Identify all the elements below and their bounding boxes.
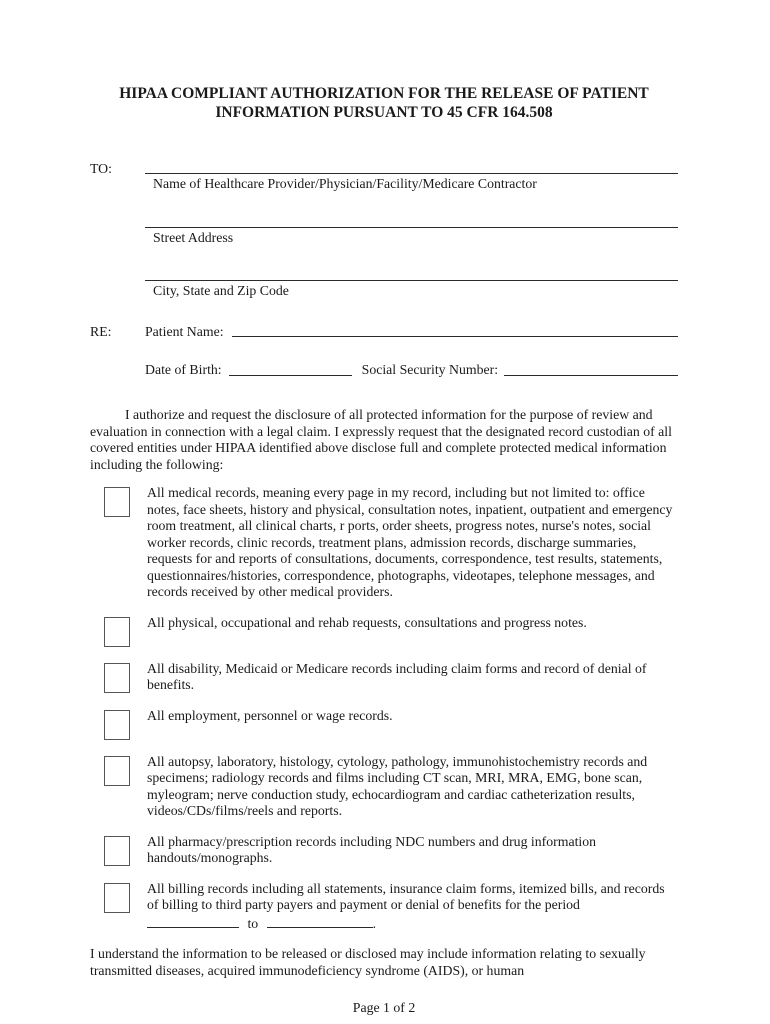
checklist-item-physical-rehab	[90, 615, 678, 647]
street-address-input-line[interactable]	[145, 215, 678, 228]
medical-records-checkbox[interactable]	[104, 487, 130, 517]
city-state-zip-field	[145, 268, 678, 300]
checklist-item-lab-radiology-records	[90, 754, 678, 820]
billing-period-to-input-line[interactable]	[267, 914, 373, 928]
checklist-item-disability-records	[90, 661, 678, 694]
checklist-item-billing-records	[90, 881, 678, 933]
billing-period-to-word: to	[247, 915, 259, 931]
ssn-label: Social Security Number:	[361, 362, 499, 377]
billing-records-text	[147, 881, 678, 933]
to-fields	[145, 161, 678, 300]
lab-radiology-text: All autopsy, laboratory, histology, cytology, pathology, immunohistochemistry records and specimens; radiology records and films including CT scan, MRI, MRA, EMG, bone scan, myleogram; nerve conduction study, echocardiogram and cardiac catheterization results, videos/CDs/films/reels and reports.	[147, 753, 648, 818]
date-of-birth-label: Date of Birth:	[145, 362, 222, 377]
checklist-item-pharmacy-records	[90, 834, 678, 867]
billing-records-text-suffix: .	[372, 915, 377, 931]
disability-records-checkbox[interactable]	[104, 663, 130, 693]
document-title	[90, 84, 678, 122]
patient-name-input-line[interactable]	[232, 324, 678, 338]
to-label: TO:	[90, 161, 112, 176]
checklist-item-employment-records	[90, 708, 678, 740]
billing-records-text-body: All billing records including all statements, insurance claim forms, itemized bills, and records of billing to third party payers and payment or denial of benefits for the period	[147, 880, 665, 912]
ssn-input-line[interactable]	[504, 362, 678, 376]
medical-records-text: All medical records, meaning every page in my record, including but not limited to: office notes, face sheets, history and physical, consultation notes, inpatient, outpatient and emergency room treatment, all clinical charts, r ports, order sheets, progress notes, nurse's notes, social worker records, clinic records, treatment plans, admission records, discharge summaries, requests for and reports of consultations, documents, correspondence, test results, statements, questionnaires/histories, correspondence, photographs, videotapes, telephone messages, and records received by other medical providers.	[147, 485, 673, 599]
date-of-birth-input-line[interactable]	[229, 362, 352, 376]
document-title-line2: INFORMATION PURSUANT TO 45 CFR 164.508	[215, 104, 553, 121]
records-checklist	[90, 485, 678, 932]
employment-records-text: All employment, personnel or wage records.	[147, 707, 393, 723]
pharmacy-records-checkbox[interactable]	[104, 836, 130, 866]
re-section-row2	[145, 362, 678, 379]
employment-records-checkbox[interactable]	[104, 710, 130, 740]
street-address-field	[145, 215, 678, 247]
patient-name-label: Patient Name:	[145, 323, 224, 339]
physical-rehab-text: All physical, occupational and rehab requests, consultations and progress notes.	[147, 614, 587, 630]
lab-radiology-checkbox[interactable]	[104, 756, 130, 786]
disclosure-notice-paragraph: I understand the information to be released or disclosed may include information relating to sexually transmitted diseases, acquired immunodeficiency syndrome (AIDS), or human	[90, 946, 646, 978]
authorization-paragraph: I authorize and request the disclosure of all protected information for the purpose of review and evaluation in connection with a legal claim. I expressly request that the designated record custodian of all covered entities under HIPAA identified above disclose full and complete protected medical information including the following:	[90, 407, 672, 472]
disability-records-text: All disability, Medicaid or Medicare records including claim forms and record of denial of benefits.	[147, 660, 647, 692]
provider-name-field	[145, 161, 678, 193]
patient-name-field	[145, 324, 678, 341]
checklist-item-medical-records	[90, 485, 678, 601]
city-state-zip-caption: City, State and Zip Code	[153, 283, 289, 298]
re-section-row1	[90, 324, 678, 341]
billing-records-checkbox[interactable]	[104, 883, 130, 913]
provider-name-input-line[interactable]	[145, 161, 678, 174]
billing-period-from-input-line[interactable]	[147, 914, 239, 928]
to-section	[90, 161, 678, 300]
page-number: Page 1 of 2	[352, 1000, 416, 1015]
physical-rehab-checkbox[interactable]	[104, 617, 130, 647]
pharmacy-records-text: All pharmacy/prescription records including NDC numbers and drug information handouts/monographs.	[147, 833, 597, 865]
street-address-caption: Street Address	[153, 229, 234, 245]
provider-name-caption: Name of Healthcare Provider/Physician/Facility/Medicare Contractor	[153, 176, 537, 191]
re-label: RE:	[90, 323, 112, 339]
city-state-zip-input-line[interactable]	[145, 268, 678, 281]
document-title-line1: HIPAA COMPLIANT AUTHORIZATION FOR THE RELEASE OF PATIENT	[119, 85, 649, 102]
